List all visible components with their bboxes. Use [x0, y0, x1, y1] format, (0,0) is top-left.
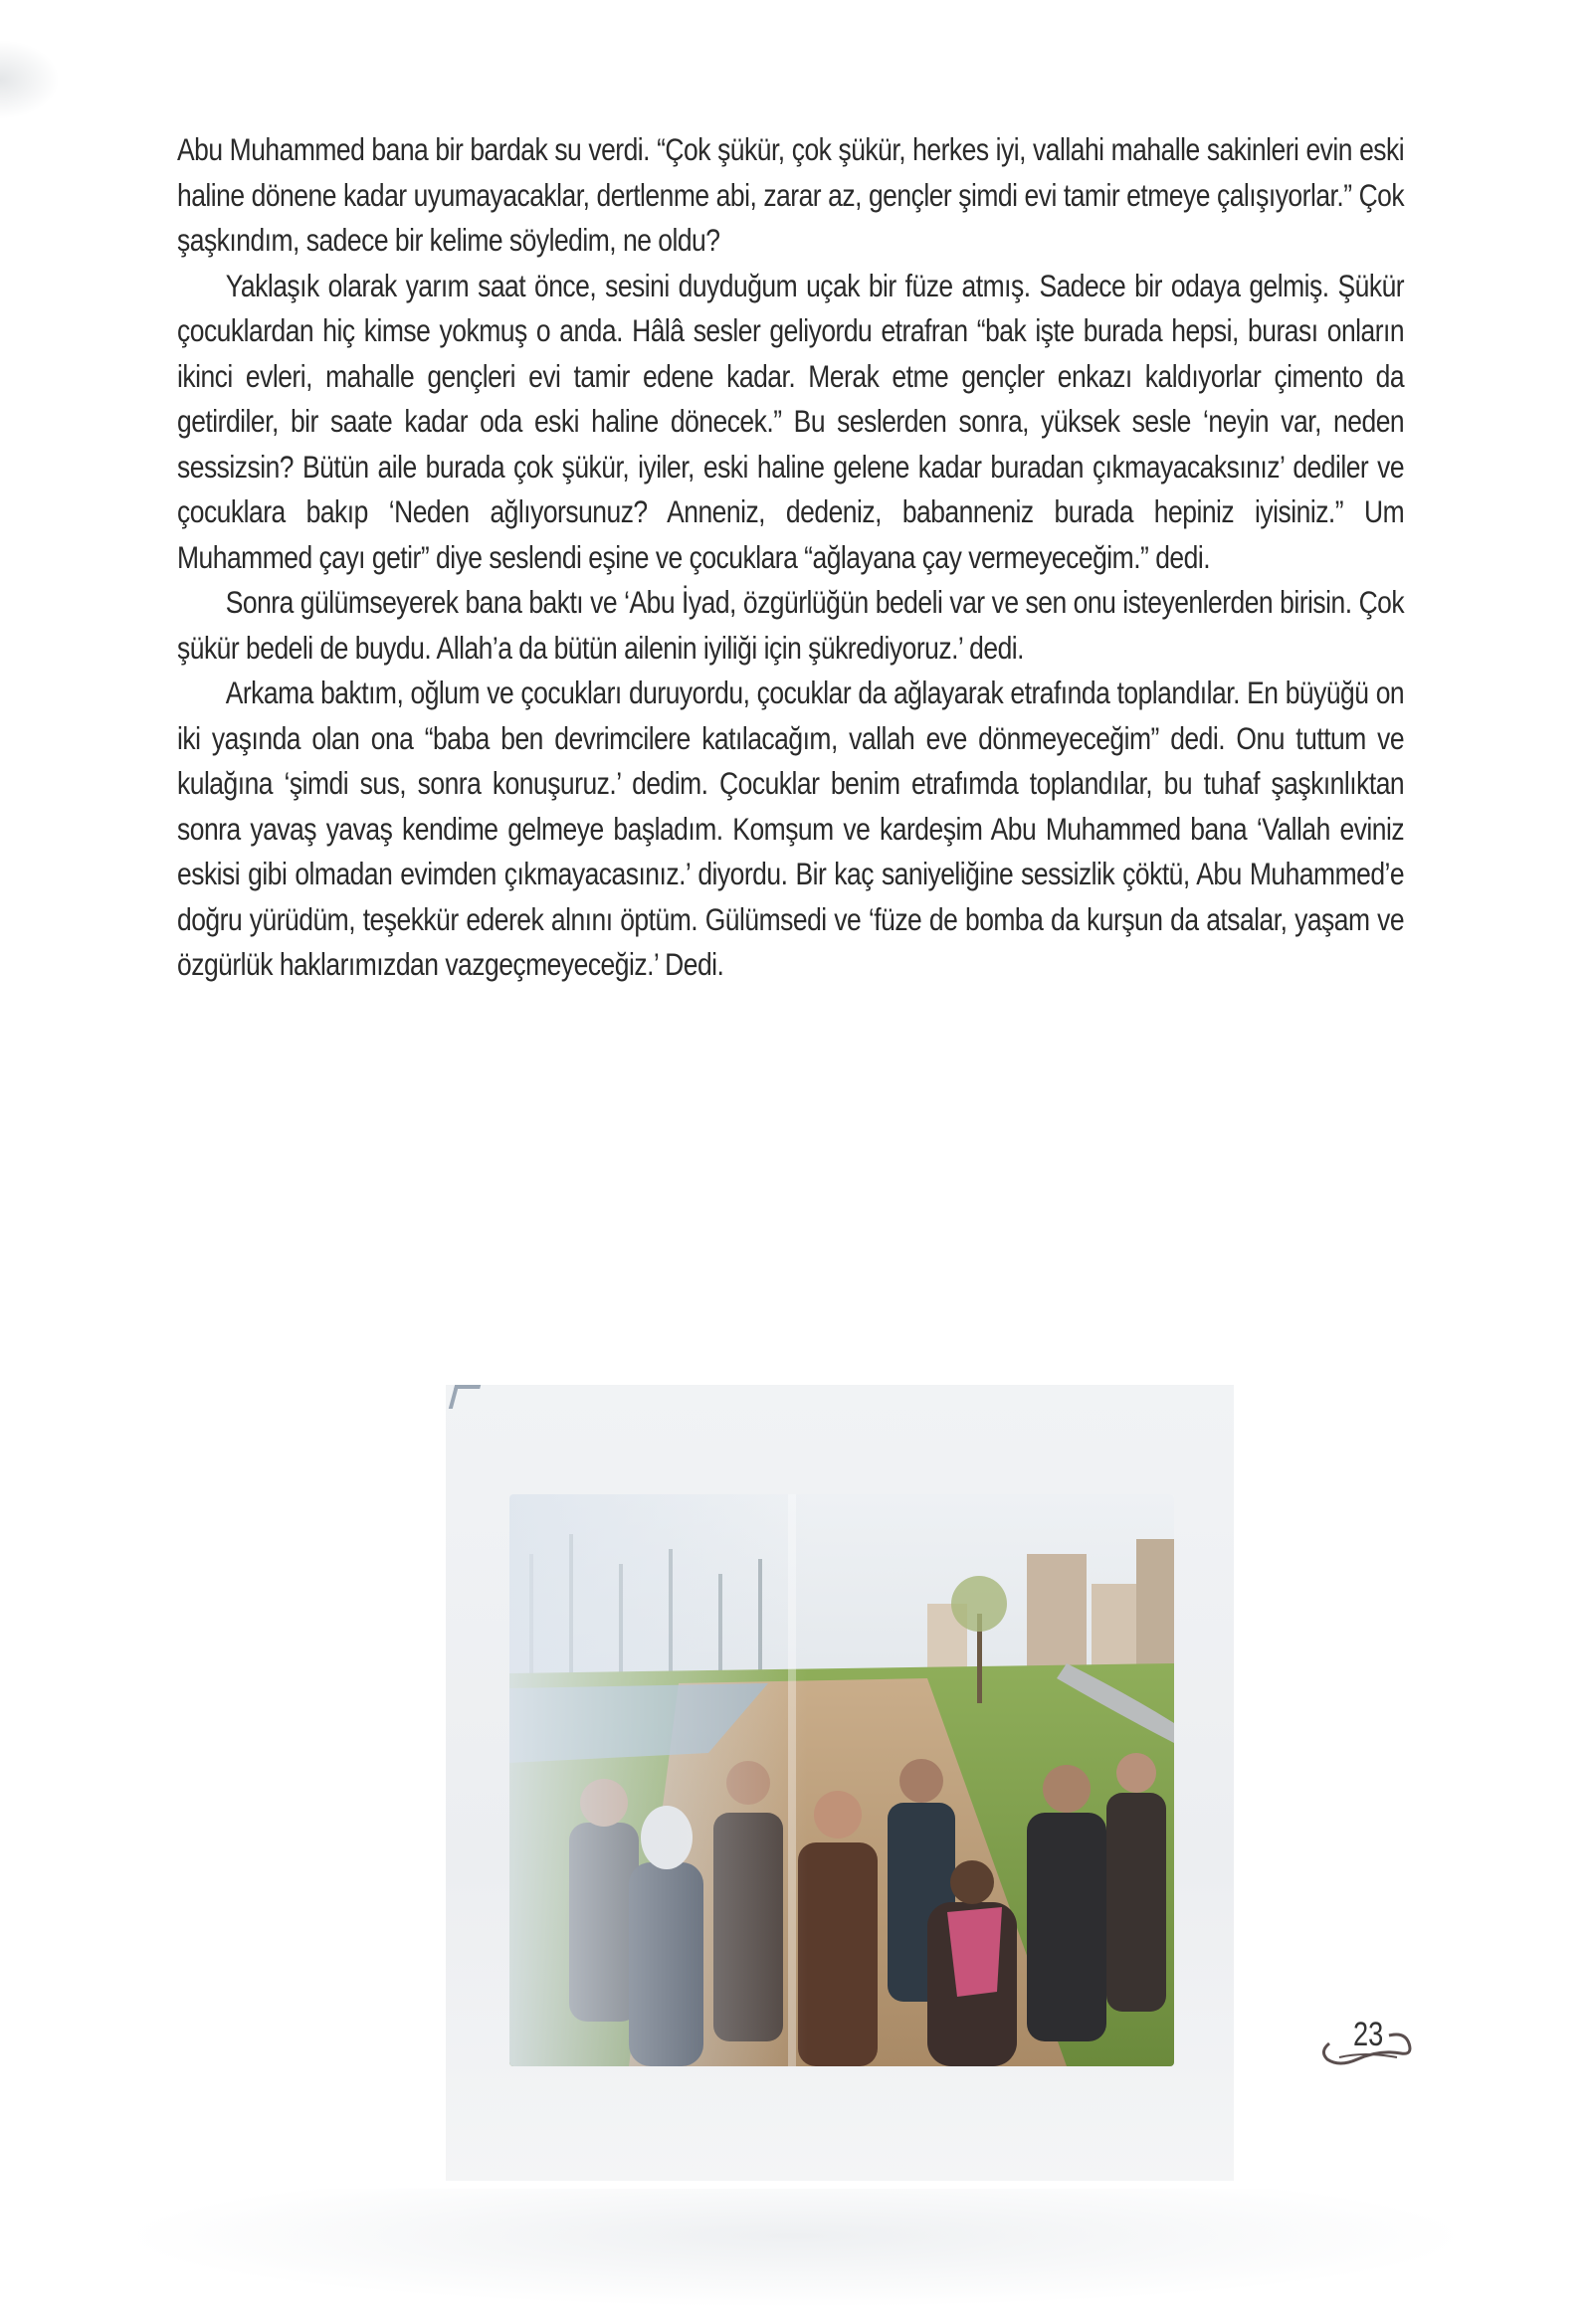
paragraph-4: Arkama baktım, oğlum ve çocukları duruyordu, çocuklar da ağlayarak etrafında toplandılar. En büyüğü on iki yaşında olan ona “baba ben devrimcilere katılacağım, vallah eve dönmeyeceğim” dedi. Onu tuttum ve kulağına ‘şimdi sus, sonra konuşuruz.’ dedim. Çocuklar benim etrafımda toplandılar, bu tuhaf şaşkınlıktan sonra yavaş yavaş kendime gelmeye başladım. Komşum ve kardeşim Abu Muhammed bana ‘Vallah eviniz eskisi gibi olmadan evimden çıkmayacasınız.’ diyordu. Bir kaç saniyeliğine sessizlik çöktü, Abu Muhammed’e doğru yürüdüm, teşekkür ederek alnını öptüm. Gülümsedi ve ‘füze de bomba da kurşun da atsalar, yaşam ve özgürlük haklarımızdan vazgeçmeyeceğiz.’ Dedi.	[177, 675, 1405, 982]
page-number-ornament	[1309, 2014, 1419, 2069]
page-corner-shadow	[0, 40, 60, 119]
building-1	[1027, 1554, 1087, 1673]
photo-group-of-people-outdoors	[509, 1494, 1174, 2066]
paragraph-1: Abu Muhammed bana bir bardak su verdi. “Çok şükür, çok şükür, herkes iyi, vallahi mahalle sakinleri evin eski haline dönene kadar uyumayacaklar, dertlenme abi, zarar az, gençler şimdi evi tamir etmeye çalışıyorlar.” Çok şaşkındım, sadece bir kelime söyledim, ne oldu?	[177, 131, 1405, 258]
photo-scene	[509, 1494, 1174, 2066]
paragraph-2: Yaklaşık olarak yarım saat önce, sesini duyduğum uçak bir füze atmış. Sadece bir odaya gelmiş. Şükür çocuklardan hiç kimse yokmuş o anda. Hâlâ sesler geliyordu etrafran “bak işte burada hepsi, burası onların ikinci evleri, mahalle gençleri evi tamir edene kadar. Merak etme gençler enkazı kaldıyorlar çimento da getirdiler, bir saate kadar oda eski haline dönecek.” Bu seslerden sonra, yüksek sesle ‘neyin var, neden sessizsin? Bütün aile burada çok şükür, iyiler, eski haline gelene kadar buradan çıkmayacaksınız’ dediler ve çocuklara bakıp ‘Neden ağlıyorsunuz? Anneniz, dedeniz, babanneniz burada hepiniz iyisiniz.” Um Muhammed çayı getir” diye seslendi eşine ve çocuklara “ağlayana çay vermeyeceğim.” dedi.	[177, 267, 1405, 575]
body-text	[177, 127, 1404, 988]
bottom-haze	[119, 2189, 1473, 2308]
building-3	[1136, 1539, 1174, 1678]
page-number: 23	[1353, 2016, 1384, 2053]
paragraph-3: Sonra gülümseyerek bana baktı ve ‘Abu İyad, özgürlüğün bedeli var ve sen onu isteyenlerden birisin. Çok şükür bedeli de buydu. Allah’a da bütün ailenin iyiliği için şükrediyoruz.’ dedi.	[177, 584, 1405, 666]
photo-illustration	[446, 1385, 1234, 2181]
